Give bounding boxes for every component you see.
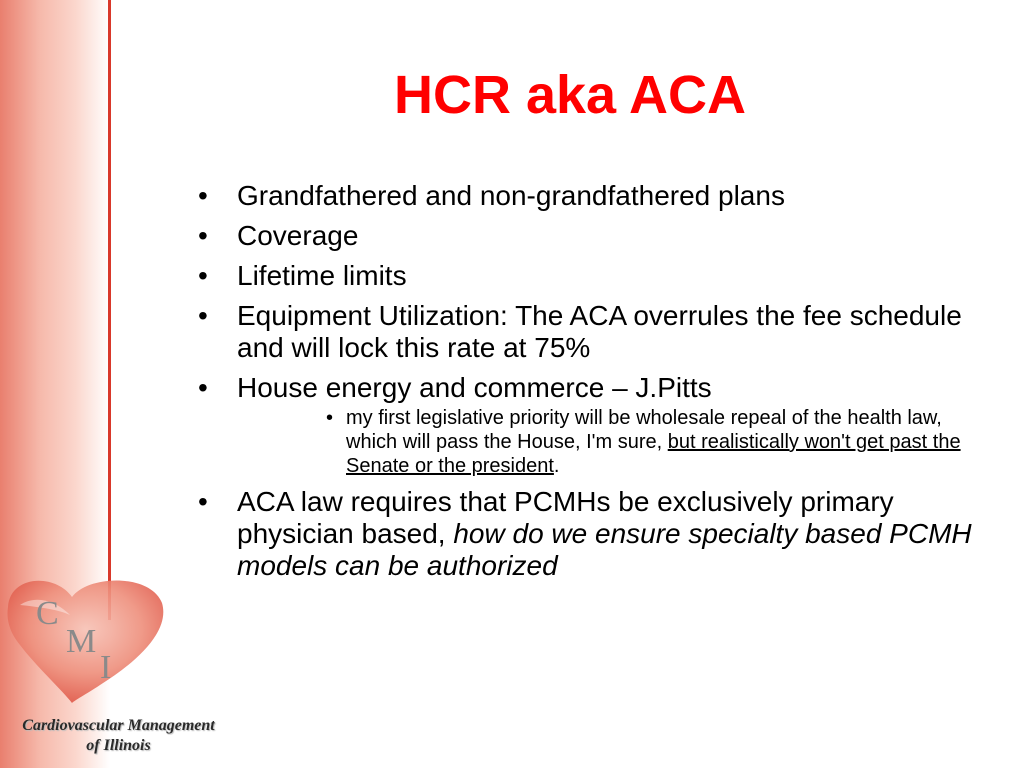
sub-bullet-item (326, 406, 980, 478)
bullet-dot: • (198, 260, 208, 291)
bullet-dot: • (198, 300, 208, 331)
bullet-text: Grandfathered and non-grandfathered plans (237, 180, 785, 211)
logo-letter-m: M (66, 623, 97, 660)
sub-bullet-dot: • (326, 407, 334, 429)
slide-content (190, 180, 980, 590)
bullet-list (190, 180, 980, 582)
bullet-dot: • (198, 486, 208, 517)
bullet-text: House energy and commerce – J.Pitts (237, 372, 712, 403)
sub-bullet-end: . (553, 455, 560, 477)
cmi-logo (0, 545, 175, 705)
logo-letter-i: I (100, 649, 112, 686)
org-name-line1: Cardiovascular Management (22, 717, 215, 734)
bullet-item (190, 260, 980, 292)
bullet-italic-text: how do we ensure specialty based PCMH models can be authorized (237, 518, 972, 581)
bullet-item (190, 300, 980, 364)
slide-title: HCR aka ACA (393, 65, 747, 125)
left-accent-line (108, 0, 111, 620)
bullet-item (190, 372, 980, 404)
bullet-text: Equipment Utilization: The ACA overrules the fee schedule and will lock this rate at 75% (237, 300, 962, 363)
bullet-dot: • (198, 180, 208, 211)
bullet-item (190, 220, 980, 252)
sub-bullet-underlined-text: but realistically won't get past the Senate or the president (346, 431, 961, 477)
bullet-dot: • (198, 220, 208, 251)
sub-bullet-text: my first legislative priority will be wholesale repeal of the health law, which will pass the House, I'm sure, (346, 407, 942, 453)
bullet-dot: • (198, 372, 208, 403)
bullet-text: Coverage (237, 220, 359, 251)
bullet-item (190, 486, 980, 582)
org-name-line2: of Illinois (86, 737, 151, 754)
organization-name (6, 716, 231, 756)
logo-letter-c: C (36, 595, 59, 632)
bullet-text: Lifetime limits (237, 260, 407, 291)
bullet-item (190, 180, 980, 212)
bullet-text: ACA law requires that PCMHs be exclusively primary physician based, (237, 486, 894, 549)
